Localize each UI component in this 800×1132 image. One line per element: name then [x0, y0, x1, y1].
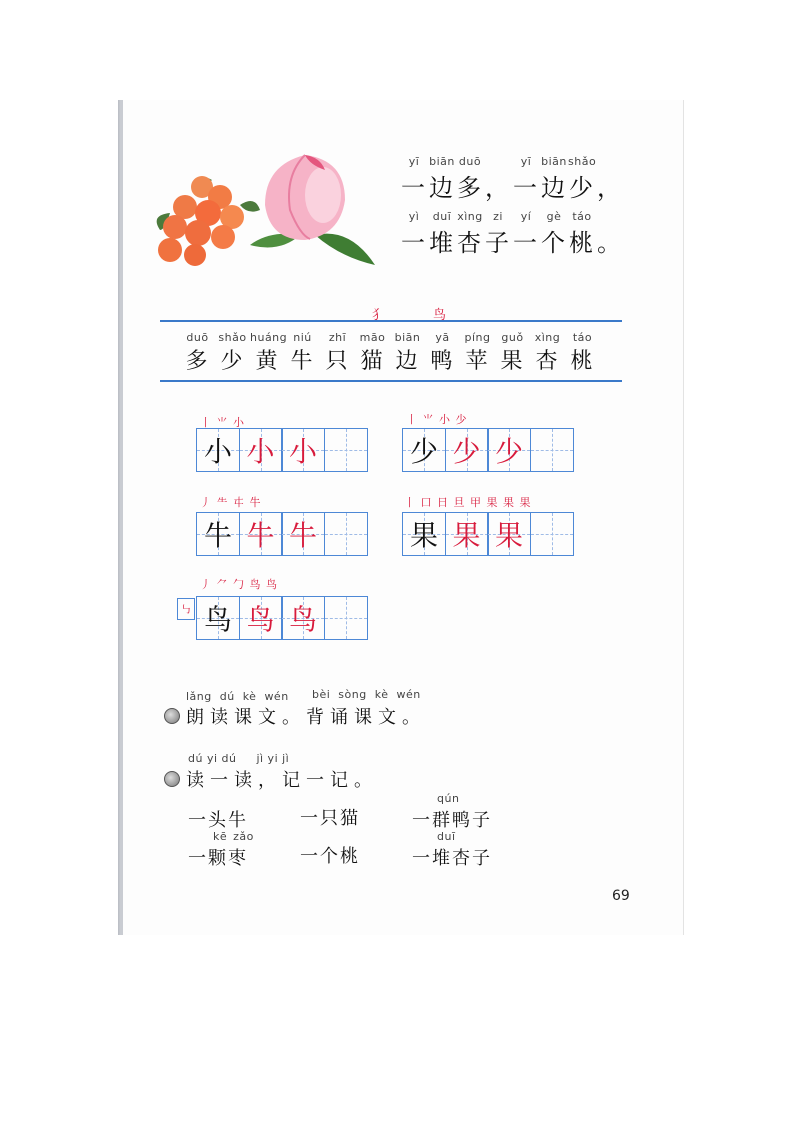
phrase: 一群鸭子 — [412, 810, 492, 831]
grid-cell-model — [402, 512, 446, 556]
grid-cell-model — [196, 428, 240, 472]
fruit-illustration — [140, 135, 385, 285]
pinyin: xìng — [457, 210, 483, 223]
phrase-pinyin: kē zǎo — [213, 830, 254, 843]
grid-cell-trace — [239, 428, 283, 472]
radical-quan: 犭 — [372, 308, 387, 323]
stroke-order-niao: 丿 ⺈ 勹 鸟 鸟 — [200, 578, 278, 591]
exercise1-text: 朗读课文。背诵课文。 — [186, 707, 426, 728]
hanzi: 个 — [541, 229, 567, 257]
pinyin — [596, 210, 624, 223]
apricot-cluster-image — [157, 176, 260, 266]
stroke-order-xiao: 丨 ⺌ 小 — [200, 416, 245, 429]
trace-char: 少 — [452, 435, 481, 468]
pinyin: shǎo — [218, 331, 247, 344]
poem-line1 — [400, 155, 624, 203]
model-char: 果 — [409, 519, 438, 552]
phrase-pinyin: duī — [437, 830, 456, 843]
exercise-bullet-icon — [164, 708, 180, 724]
pinyin: zhī — [328, 331, 347, 344]
hanzi: 一 — [513, 174, 539, 202]
pinyin: guǒ — [501, 331, 524, 344]
hanzi: 堆 — [429, 229, 455, 257]
stroke-order-guo: 丨 口 日 旦 甲 果 果 果 — [404, 496, 532, 509]
model-char: 少 — [409, 435, 438, 468]
phrase: 一只猫 — [300, 808, 360, 829]
stroke-order-shao: 丨 ⺌ 小 少 — [406, 413, 468, 426]
grid-cell-empty — [324, 596, 368, 640]
hanzi: 一 — [401, 229, 427, 257]
pinyin: yā — [435, 331, 450, 344]
trace-char: 小 — [246, 435, 275, 468]
hanzi: 边 — [429, 174, 455, 202]
hanzi: 黄 — [255, 349, 280, 374]
hanzi: 少 — [220, 349, 245, 374]
hanzi: 多 — [185, 349, 210, 374]
hanzi: 子 — [485, 229, 511, 257]
pinyin: shǎo — [568, 155, 597, 168]
pinyin: huáng — [250, 331, 288, 344]
grid-cell-model — [196, 512, 240, 556]
pinyin: māo — [359, 331, 386, 344]
pinyin: duō — [186, 331, 209, 344]
grid-cell-empty — [324, 512, 368, 556]
trace-char: 牛 — [246, 519, 275, 552]
hanzi: 边 — [541, 174, 567, 202]
exercise2-text: 读一读，记一记。 — [186, 770, 378, 791]
pinyin: gè — [546, 210, 562, 223]
page-number: 69 — [612, 888, 630, 904]
stroke-hint-box: ㇉ — [177, 598, 195, 620]
model-char: 牛 — [203, 519, 232, 552]
hanzi: 杏 — [535, 349, 560, 374]
pinyin: táo — [572, 331, 593, 344]
grid-cell-model — [196, 596, 240, 640]
poem-line2-pinyin — [400, 210, 624, 223]
grid-cell-trace — [239, 596, 283, 640]
grid-cell-trace — [239, 512, 283, 556]
grid-cell-trace — [445, 512, 489, 556]
phrase: 一个桃 — [300, 846, 360, 867]
poem-line1-text — [400, 168, 624, 203]
hanzi: 。 — [597, 229, 623, 257]
exercise2-pinyin: dú yi dú jì yi jì — [188, 752, 290, 765]
grid-cell-trace — [281, 428, 325, 472]
hanzi: 一 — [513, 229, 539, 257]
writing-grid-niao — [196, 596, 366, 640]
writing-grid-niu — [196, 512, 366, 556]
grid-cell-trace — [281, 512, 325, 556]
stroke-order-niu: 丿 ⺧ 㐄 牛 — [200, 496, 262, 509]
hanzi: ， — [597, 174, 623, 202]
poem-line2-text — [400, 223, 624, 258]
trace-char: 牛 — [288, 519, 317, 552]
radical-niao: 鸟 — [433, 308, 448, 323]
phrase-pinyin: qún — [437, 792, 460, 805]
grid-cell-model — [402, 428, 446, 472]
hanzi: 少 — [569, 174, 595, 202]
pinyin: yī — [520, 155, 532, 168]
exercise1-pinyin-b: bèi sòng kè wén — [312, 688, 421, 701]
pinyin: píng — [464, 331, 491, 344]
writing-grid-guo — [402, 512, 572, 556]
hanzi: 边 — [395, 349, 420, 374]
pinyin: biān — [429, 155, 455, 168]
hanzi: ， — [485, 174, 511, 202]
hanzi: 多 — [457, 174, 483, 202]
pinyin: yì — [408, 210, 420, 223]
hanzi: 果 — [500, 349, 525, 374]
pinyin: yī — [408, 155, 420, 168]
hanzi: 只 — [325, 349, 350, 374]
model-char: 鸟 — [203, 603, 232, 636]
phrase: 一头牛 — [188, 810, 248, 831]
hanzi: 猫 — [360, 349, 385, 374]
poem-line1-pinyin — [400, 155, 624, 168]
exercise1-pinyin-a: lǎng dú kè wén — [186, 690, 289, 703]
pinyin: biān — [541, 155, 567, 168]
hanzi: 苹 — [465, 349, 490, 374]
pinyin: niú — [293, 331, 312, 344]
pinyin: duō — [458, 155, 482, 168]
grid-cell-trace — [487, 428, 531, 472]
pinyin — [484, 155, 512, 168]
trace-char: 果 — [452, 519, 481, 552]
trace-char: 鸟 — [246, 603, 275, 636]
pinyin: xìng — [534, 331, 561, 344]
grid-cell-trace — [281, 596, 325, 640]
hanzi: 牛 — [290, 349, 315, 374]
pinyin — [596, 155, 624, 168]
exercise-bullet-icon — [164, 771, 180, 787]
trace-char: 小 — [288, 435, 317, 468]
new-characters-text — [180, 344, 600, 375]
grid-cell-empty — [324, 428, 368, 472]
pinyin: zi — [493, 210, 503, 223]
trace-char: 果 — [494, 519, 523, 552]
model-char: 小 — [203, 435, 232, 468]
hanzi: 一 — [401, 174, 427, 202]
peach-image — [250, 155, 375, 265]
writing-grid-shao — [402, 428, 572, 472]
hanzi: 桃 — [569, 229, 595, 257]
trace-char: 鸟 — [288, 603, 317, 636]
grid-cell-trace — [487, 512, 531, 556]
writing-grid-xiao — [196, 428, 366, 472]
new-characters — [180, 331, 600, 375]
pinyin: biān — [394, 331, 421, 344]
pinyin: duī — [432, 210, 452, 223]
grid-cell-empty — [530, 428, 574, 472]
new-characters-pinyin — [180, 331, 600, 344]
trace-char: 少 — [494, 435, 523, 468]
phrase: 一颗枣 — [188, 848, 248, 869]
hanzi: 杏 — [457, 229, 483, 257]
pinyin: táo — [572, 210, 592, 223]
grid-cell-trace — [445, 428, 489, 472]
phrase: 一堆杏子 — [412, 848, 492, 869]
grid-cell-empty — [530, 512, 574, 556]
pinyin: yí — [520, 210, 532, 223]
hanzi: 鸭 — [430, 349, 455, 374]
hanzi: 桃 — [570, 349, 595, 374]
poem-line2 — [400, 210, 624, 258]
